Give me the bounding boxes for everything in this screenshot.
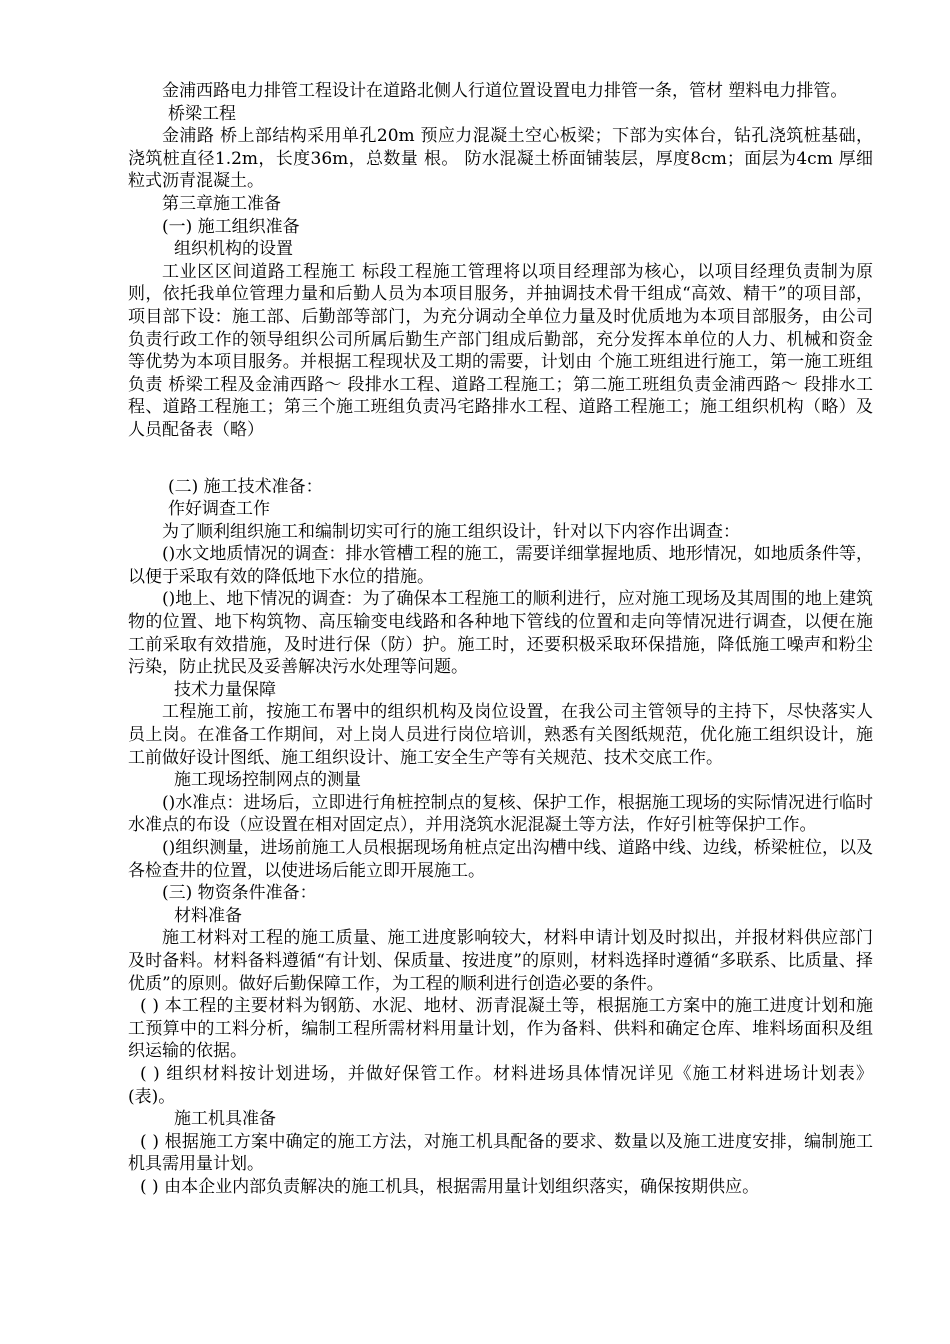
subheading-material-prep: 材料准备 [174,905,242,926]
paragraph-machinery-supply: ( ) 由本企业内部负责解决的施工机具，根据需用量计划组织落实，确保按期供应。 [140,1176,760,1197]
paragraph-survey-intro: 为了顺利组织施工和编制切实可行的施工组织设计，针对以下内容作出调查： [162,521,740,542]
paragraph-material-prep: 施工材料对工程的施工质量、施工进度影响较大，材料申请计划及时拟出，并报材料供应部门及时备料。材料备料遵循“有计划、保质量、按进度”的原则，材料选择时遵循“多联系、比质量、择优质”的原则。做好后勤保障工作，为工程的顺利进行创造必要的条件。 [128,928,873,994]
blank-line [128,442,873,476]
paragraph-machinery-plan: ( ) 根据施工方案中确定的施工方法，对施工机具配备的要求、数量以及施工进度安排，编制施工机具需用量计划。 [128,1131,873,1175]
subheading-machinery-prep: 施工机具准备 [174,1109,276,1130]
subheading-technical-strength: 技术力量保障 [174,679,276,700]
subheading-survey-work: 作好调查工作 [168,499,270,520]
paragraph-technical-strength: 工程施工前，按施工布署中的组织机构及岗位设置，在我公司主管领导的主持下，尽快落实人员上岗。在准备工作期间，对上岗人员进行岗位培训，熟悉有关图纸规范，优化施工组织设计，施工前做好设计图纸、施工组织设计、施工安全生产等有关规范、技术交底工作。 [128,702,873,768]
paragraph-hydrogeology-survey: ()水文地质情况的调查：排水管槽工程的施工，需要详细掌握地质、地形情况，如地质条件等，以便于采取有效的降低地下水位的措施。 [128,544,873,587]
subheading-control-survey: 施工现场控制网点的测量 [174,770,361,791]
paragraph-bridge-structure: 金浦路 桥上部结构采用单孔20m 预应力混凝土空心板梁；下部为实体台，钻孔浇筑桩基础，浇筑桩直径1.2m，长度36m，总数量 根。 防水混凝土桥面铺装层，厚度8cm；面层为4cm 厚细粒式沥青混凝土。 [128,126,873,192]
section-heading-materials: (三) 物资条件准备： [162,883,317,904]
subheading-organization-setup: 组织机构的设置 [174,239,293,260]
paragraph-organize-survey: ()组织测量，进场前施工人员根据现场角桩点定出沟槽中线、道路中线、边线，桥梁桩位，以及各检查井的位置，以使进场后能立即开展施工。 [128,838,873,881]
paragraph-main-materials: ( ) 本工程的主要材料为钢筋、水泥、地材、沥青混凝土等，根据施工方案中的施工进度计划和施工预算中的工料分析，编制工程所需材料用量计划，作为备料、供料和确定仓库、堆料场面积及组织运输的依据。 [128,996,873,1062]
section-heading-organization: (一) 施工组织准备 [162,216,300,237]
heading-bridge-works: 桥梁工程 [168,103,236,124]
paragraph-electric-conduit: 金浦西路电力排管工程设计在道路北侧人行道位置设置电力排管一条，管材 塑料电力排管。 [162,81,848,101]
paragraph-underground-survey: ()地上、地下情况的调查：为了确保本工程施工的顺利进行，应对施工现场及其周围的地上建筑物的位置、地下构筑物、高压输变电线路和各种地下管线的位置和走向等情况进行调查，以便在施工前采取有效措施，及时进行保（防）护。施工时，还要积极采取环保措施，降低施工噪声和粉尘污染，防止扰民及妥善解决污水处理等问题。 [128,589,873,678]
document-page [128,80,873,1199]
paragraph-benchmark: ()水准点：进场后，立即进行角桩控制点的复核、保护工作，根据施工现场的实际情况进行临时水准点的布设（应设置在相对固定点），并用浇筑水泥混凝土等方法，作好引桩等保护工作。 [128,792,873,836]
section-heading-technical: (二) 施工技术准备： [168,476,323,497]
paragraph-organization-setup: 工业区区间道路工程施工 标段工程施工管理将以项目经理部为核心，以项目经理负责制为原则，依托我单位管理力量和后勤人员为本项目服务，并抽调技术骨干组成“高效、精干”的项目部，项目部下设：施工部、后勤部等部门，为充分调动全单位力量及时优质地为本项目部服务，由公司负责行政工作的领导组织公司所属后勤生产部门组成后勤部，充分发挥本单位的人力、机械和资金等优势为本项目服务。并根据工程现状及工期的需要，计划由 个施工班组进行施工，第一施工班组负责 桥梁工程及金浦西路～ 段排水工程、道路工程施工；第二施工班组负责金浦西路～ 段排水工程、道路工程施工；第三个施工班组负责冯宅路排水工程、道路工程施工；施工组织机构（略）及人员配备表（略） [128,261,873,440]
chapter-title-construction-preparation: 第三章施工准备 [162,193,281,214]
paragraph-material-arrival: ( ) 组织材料按计划进场，并做好保管工作。材料进场具体情况详见《施工材料进场计划表》(表)。 [128,1063,873,1107]
